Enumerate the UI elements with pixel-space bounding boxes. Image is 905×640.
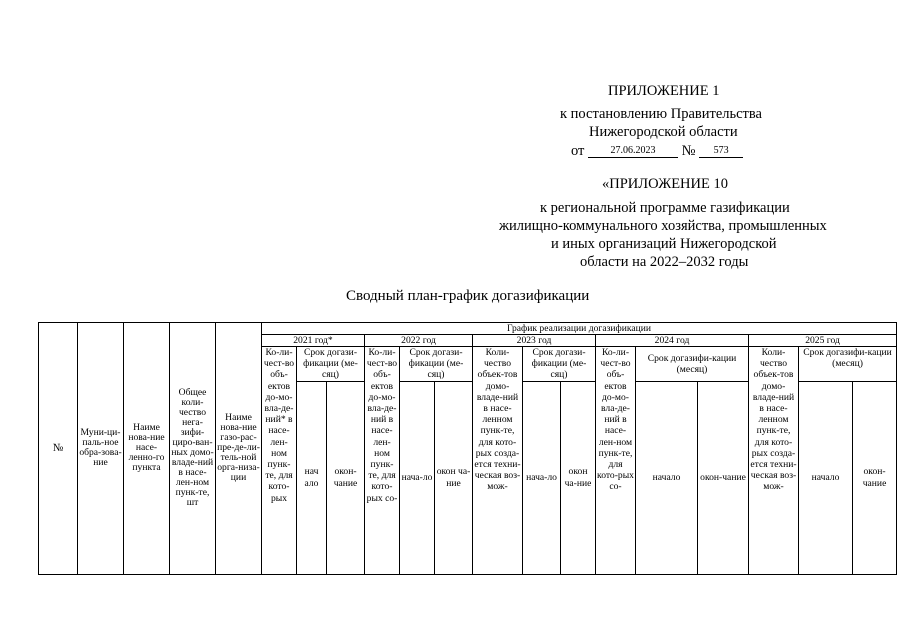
start-2024: начало	[636, 381, 698, 574]
header-number: №	[39, 323, 78, 575]
count-2024: Ко-ли-чест-во объ-ектов до-мо-вла-де-ний в насе-лен-ном пунк-те, для кото-рых со-	[596, 347, 636, 575]
count-2021: Ко-ли-чест-во объ-ектов до-мо-вла-де-ний* в насе-лен-ном пунк-те, для кото-рых	[262, 347, 297, 575]
term-2021: Срок догази-фикации (ме-сяц)	[297, 347, 365, 382]
year-2023: 2023 год	[473, 335, 596, 347]
header-total-households: Общее коли-чество нега-зифи-циро-ван-ных домо-владе-ний в насе-лен-ном пунк-те, шт	[170, 323, 216, 575]
end-2025: окон-чание	[853, 381, 897, 574]
count-2023: Коли-чество объек-тов домо-владе-ний в насе-ленном пунк-те, для кото-рых созда-ется техни-ческая воз-мож-	[473, 347, 523, 575]
header-municipality: Муни-ци-паль-ное обра-зова-ние	[78, 323, 124, 575]
appendix-1-heading: ПРИЛОЖЕНИЕ 1	[608, 83, 720, 99]
header-schedule: График реализации догазификации	[262, 323, 897, 335]
resolution-date: 27.06.2023	[588, 144, 678, 158]
program-line-2: жилищно-коммунального хозяйства, промышленных	[499, 218, 827, 234]
year-2022: 2022 год	[365, 335, 473, 347]
resolution-date-row	[571, 143, 743, 160]
program-line-3: и иных организаций Нижегородской	[551, 236, 777, 252]
term-2025: Срок догазифи-кации (месяц)	[799, 347, 897, 382]
header-gas-distribution-org: Наиме нова-ние газо-рас-пре-де-ли-тель-ной орга-низа-ции	[216, 323, 262, 575]
start-2025: начало	[799, 381, 853, 574]
year-2025: 2025 год	[749, 335, 897, 347]
document-title: Сводный план-график догазификации	[346, 288, 590, 304]
resolution-line-1: к постановлению Правительства	[560, 106, 762, 122]
number-sign: №	[681, 143, 696, 159]
year-2024: 2024 год	[596, 335, 749, 347]
header-settlement: Наиме нова-ние насе-ленно-го пункта	[124, 323, 170, 575]
end-2022: окон ча-ние	[435, 381, 473, 574]
year-2021: 2021 год*	[262, 335, 365, 347]
resolution-number: 573	[699, 144, 743, 158]
page-bottom-margin	[0, 583, 905, 640]
date-prefix: от	[571, 143, 585, 159]
program-line-4: области на 2022–2032 годы	[580, 254, 749, 270]
program-line-1: к региональной программе газификации	[540, 200, 790, 216]
end-2024: окон-чание	[698, 381, 749, 574]
gasification-schedule-table	[38, 322, 897, 575]
count-2022: Ко-ли-чест-во объ-ектов до-мо-вла-де-ний в насе-лен-ном пунк-те, для кото-рых со-	[365, 347, 400, 575]
count-2025: Коли-чество объек-тов домо-владе-ний в насе-ленном пунк-те, для кото-рых созда-ется техни-ческая воз-мож-	[749, 347, 799, 575]
term-2023: Срок догази-фикации (ме-сяц)	[523, 347, 596, 382]
start-2023: нача-ло	[523, 381, 561, 574]
resolution-line-2: Нижегородской области	[589, 124, 738, 140]
end-2021: окон-чание	[327, 381, 365, 574]
appendix-10-heading: «ПРИЛОЖЕНИЕ 10	[602, 176, 728, 192]
end-2023: окон ча-ние	[561, 381, 596, 574]
start-2021: нач ало	[297, 381, 327, 574]
start-2022: нача-ло	[400, 381, 435, 574]
term-2022: Срок догази-фикации (ме-сяц)	[400, 347, 473, 382]
term-2024: Срок догазифи-кации (месяц)	[636, 347, 749, 382]
